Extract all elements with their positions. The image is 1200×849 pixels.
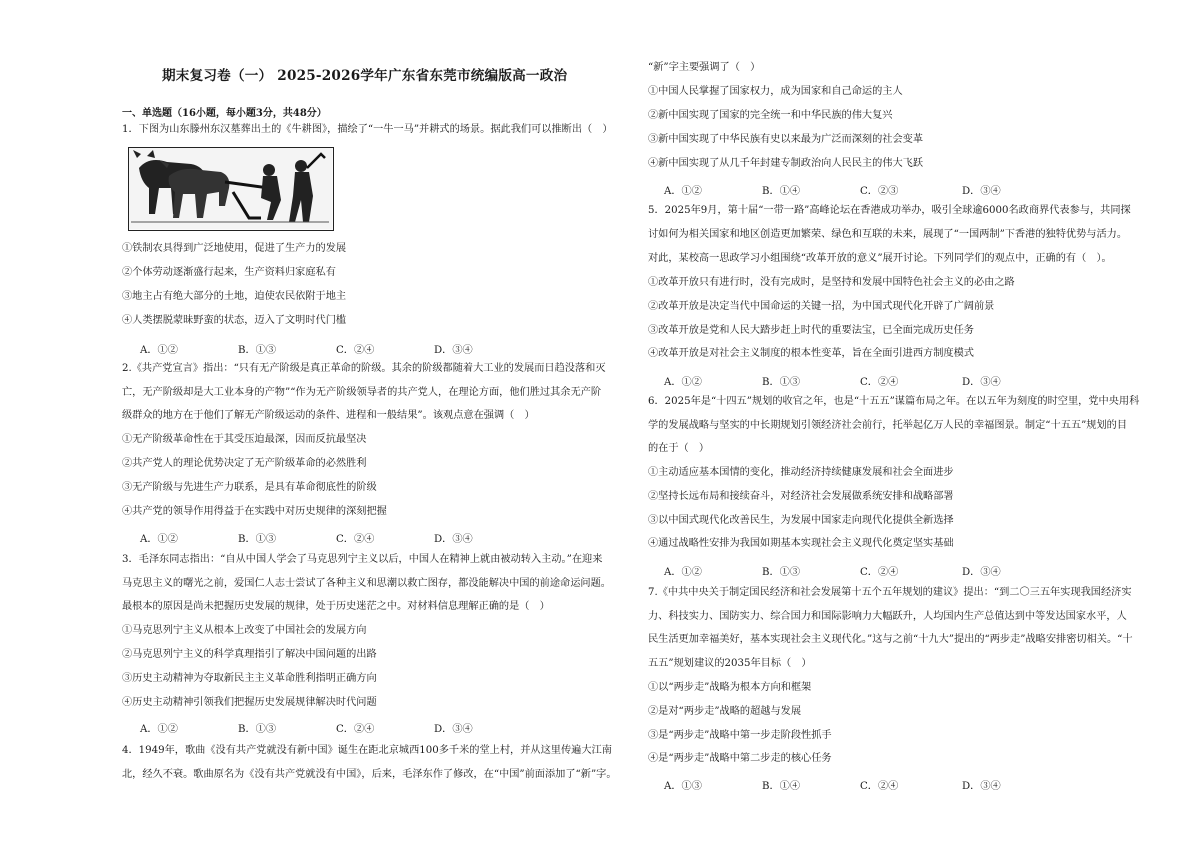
q7-stem-line: 民生活更加幸福美好，基本实现社会主义现代化。”这与之前“十九大”提出的“两步走”战略安排密切相关。“十 <box>648 634 1133 645</box>
option-b[interactable]: B．①③ <box>762 567 801 578</box>
option-c[interactable]: C．②④ <box>336 724 375 735</box>
q5-item: ④改革开放是对社会主义制度的根本性变革，旨在全面引进西方制度模式 <box>648 348 974 359</box>
q7-stem-line: 7.《中共中央关于制定国民经济和社会发展第十五个五年规划的建议》提出：“到二〇三五年实现我国经济实 <box>648 587 1132 598</box>
option-a[interactable]: A．①② <box>140 724 178 735</box>
option-c[interactable]: C．②③ <box>860 186 899 197</box>
option-a[interactable]: A．①③ <box>664 781 702 792</box>
option-c[interactable]: C．②④ <box>336 345 375 356</box>
q4-stem-line: 北，经久不衰。歌曲原名为《没有共产党就没有中国》，后来，毛泽东作了修改，在“中国”前面添加了“新”字。 <box>122 769 617 780</box>
q2-stem-line: 亡，无产阶级却是大工业本身的产物”“作为无产阶级领导者的共产党人，在理论方面，他们胜过其余无产阶 <box>122 387 602 398</box>
option-a[interactable]: A．①② <box>140 534 178 545</box>
q3-item: ③历史主动精神为夺取新民主主义革命胜利指明正确方向 <box>122 673 377 684</box>
q1-item: ②个体劳动逐渐盛行起来，生产资料归家庭私有 <box>122 267 336 278</box>
q6-stem-line: 的在于（ ） <box>648 443 710 454</box>
option-c[interactable]: C．②④ <box>860 377 899 388</box>
q1-item: ④人类摆脱蒙昧野蛮的状态，迈入了文明时代门槛 <box>122 315 347 326</box>
q7-item: ④是“两步走”战略中第二步走的核心任务 <box>648 753 832 764</box>
option-b[interactable]: B．①④ <box>762 781 801 792</box>
q7-stem-line: 五五”规划建议的2035年目标（ ） <box>648 658 812 669</box>
option-b[interactable]: B．①④ <box>762 186 801 197</box>
q3-item: ①马克思列宁主义从根本上改变了中国社会的发展方向 <box>122 625 367 636</box>
q6-item: ④通过战略性安排为我国如期基本实现社会主义现代化奠定坚实基础 <box>648 538 954 549</box>
option-d[interactable]: D．③④ <box>962 377 1001 388</box>
q6-stem-line: 6．2025年是“十四五”规划的收官之年，也是“十五五”谋篇布局之年。在以五年为刻度的时空里，党中央用科 <box>648 396 1140 407</box>
option-b[interactable]: B．①③ <box>238 345 277 356</box>
q6-item: ③以中国式现代化改善民生，为发展中国家走向现代化提供全新选择 <box>648 515 954 526</box>
q4-item: ④新中国实现了从几千年封建专制政治向人民民主的伟大飞跃 <box>648 158 924 169</box>
option-a[interactable]: A．①② <box>140 345 178 356</box>
q3-stem-line: 最根本的原因是尚未把握历史发展的规律，处于历史迷茫之中。对材料信息理解正确的是（ ） <box>122 601 550 612</box>
q2-item: ④共产党的领导作用得益于在实践中对历史规律的深刻把握 <box>122 506 387 517</box>
q5-item: ①改革开放只有进行时，没有完成时，是坚持和发展中国特色社会主义的必由之路 <box>648 277 1015 288</box>
q3-stem-line: 3．毛泽东同志指出：“自从中国人学会了马克思列宁主义以后，中国人在精神上就由被动转入主动。”在迎来 <box>122 554 603 565</box>
ox-plough-illustration <box>129 148 332 229</box>
option-d[interactable]: D．③④ <box>962 567 1001 578</box>
option-b[interactable]: B．①③ <box>238 534 277 545</box>
q1-item: ③地主占有绝大部分的土地，迫使农民依附于地主 <box>122 291 347 302</box>
q2-stem-line: 2.《共产党宣言》指出：“只有无产阶级是真正革命的阶级。其余的阶级都随着大工业的发展而日趋没落和灭 <box>122 363 606 374</box>
option-c[interactable]: C．②④ <box>336 534 375 545</box>
q2-item: ②共产党人的理论优势决定了无产阶级革命的必然胜利 <box>122 458 367 469</box>
ox-plough-figure <box>128 147 334 231</box>
section-heading: 一、单选题（16小题，每小题3分，共48分） <box>122 108 327 119</box>
option-a[interactable]: A．①② <box>664 377 702 388</box>
option-b[interactable]: B．①③ <box>762 377 801 388</box>
q7-item: ③是“两步走”战略中第一步走阶段性抓手 <box>648 730 832 741</box>
q4-stem-line: 4．1949年，歌曲《没有共产党就没有新中国》诞生在距北京城西100多千米的堂上村，并从这里传遍大江南 <box>122 745 612 756</box>
q4-item: ③新中国实现了中华民族有史以来最为广泛而深刻的社会变革 <box>648 134 924 145</box>
q3-item: ④历史主动精神引领我们把握历史发展规律解决时代问题 <box>122 697 377 708</box>
option-c[interactable]: C．②④ <box>860 781 899 792</box>
q4-stem-cont: “新”字主要强调了（ ） <box>648 62 761 73</box>
page-title: 期末复习卷（一） 2025-2026学年广东省东莞市统编版高一政治 <box>162 68 568 84</box>
option-a[interactable]: A．①② <box>664 186 702 197</box>
q1-stem-line: 1．下图为山东滕州东汉墓葬出土的《牛耕图》，描绘了“一牛一马”并耕式的场景。据此我们可以推断出（ ） <box>122 124 613 135</box>
option-b[interactable]: B．①③ <box>238 724 277 735</box>
q2-stem-line: 级群众的地方在于他们了解无产阶级运动的条件、进程和一般结果”。该观点意在强调（ ） <box>122 410 535 421</box>
q7-item: ②是对“两步走”战略的超越与发展 <box>648 706 802 717</box>
q5-stem-line: 对此，某校高一思政学习小组围绕“改革开放的意义”展开讨论。下列同学们的观点中，正确的有（ ）。 <box>648 253 1112 264</box>
option-d[interactable]: D．③④ <box>434 345 473 356</box>
option-c[interactable]: C．②④ <box>860 567 899 578</box>
q5-item: ②改革开放是决定当代中国命运的关键一招，为中国式现代化开辟了广阔前景 <box>648 301 995 312</box>
q6-stem-line: 学的发展战略与坚实的中长期规划引领经济社会前行，托举起亿万人民的幸福图景。制定“十五五”规划的目 <box>648 420 1128 431</box>
q3-item: ②马克思列宁主义的科学真理指引了解决中国问题的出路 <box>122 649 377 660</box>
q6-item: ①主动适应基本国情的变化，推动经济持续健康发展和社会全面进步 <box>648 467 954 478</box>
option-d[interactable]: D．③④ <box>962 186 1001 197</box>
q5-item: ③改革开放是党和人民大踏步赶上时代的重要法宝，已全面完成历史任务 <box>648 325 974 336</box>
q7-item: ①以“两步走”战略为根本方向和框架 <box>648 682 812 693</box>
q5-stem-line: 讨如何为相关国家和地区创造更加繁荣、绿色和互联的未来，展现了“一国两制”下香港的独特优势与活力。 <box>648 229 1128 240</box>
q4-item: ②新中国实现了国家的完全统一和中华民族的伟大复兴 <box>648 110 893 121</box>
q2-item: ①无产阶级革命性在于其受压迫最深，因而反抗最坚决 <box>122 434 367 445</box>
q6-item: ②坚持长远布局和接续奋斗，对经济社会发展做系统安排和战略部署 <box>648 491 954 502</box>
q4-item: ①中国人民掌握了国家权力，成为国家和自己命运的主人 <box>648 86 903 97</box>
q2-item: ③无产阶级与先进生产力联系，是具有革命彻底性的阶级 <box>122 482 377 493</box>
q1-item: ①铁制农具得到广泛地使用，促进了生产力的发展 <box>122 243 347 254</box>
q7-stem-line: 力、科技实力、国防实力、综合国力和国际影响力大幅跃升，人均国内生产总值达到中等发达国家水平，人 <box>648 611 1127 622</box>
option-d[interactable]: D．③④ <box>434 724 473 735</box>
q5-stem-line: 5．2025年9月，第十届“一带一路”高峰论坛在香港成功举办，吸引全球逾6000名政商界代表参与，共同探 <box>648 205 1131 216</box>
option-a[interactable]: A．①② <box>664 567 702 578</box>
q3-stem-line: 马克思主义的曙光之前，爱国仁人志士尝试了各种主义和思潮以救亡图存，都没能解决中国的前途命运问题。 <box>122 578 611 589</box>
option-d[interactable]: D．③④ <box>434 534 473 545</box>
option-d[interactable]: D．③④ <box>962 781 1001 792</box>
